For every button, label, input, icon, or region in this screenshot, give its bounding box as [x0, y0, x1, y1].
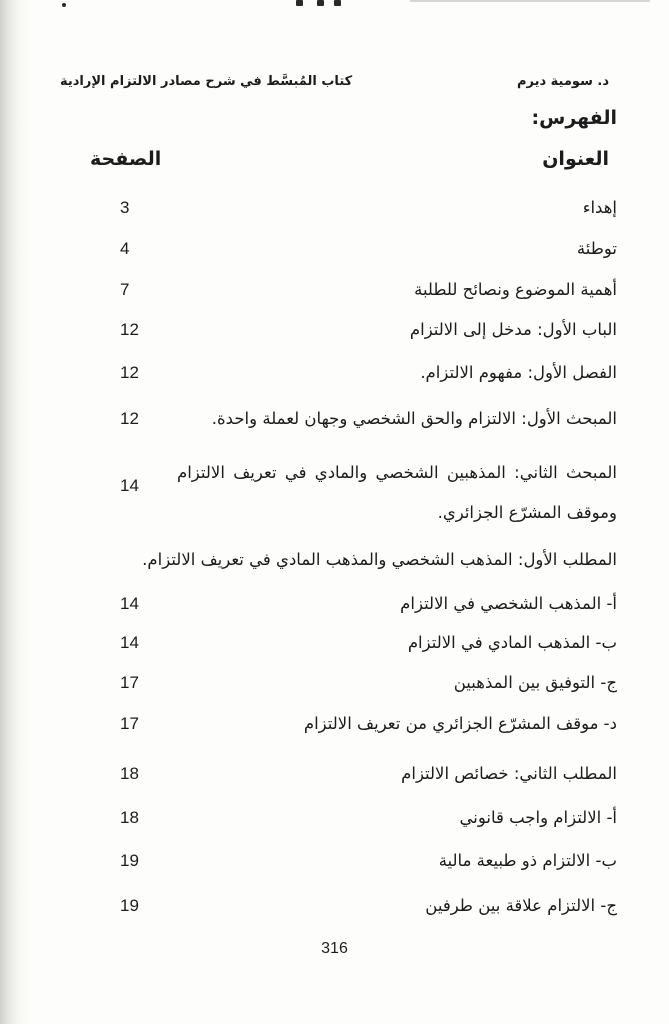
entry-title: ج- الالتزام علاقة بين طرفين [425, 896, 617, 915]
author-name: د. سومية ديرم [516, 73, 609, 89]
toc-heading: الفهرس: [531, 107, 617, 129]
entry-title: إهداء [582, 198, 617, 217]
entry-page: 18 [120, 764, 139, 783]
entry-page: 3 [120, 198, 130, 217]
ink-mark [317, 0, 324, 6]
column-title-header: العنوان [542, 148, 609, 170]
entry-title: د- موقف المشرّع الجزائري من تعريف الالتزام [303, 714, 617, 733]
entry-page: 12 [120, 363, 139, 382]
entry-title: الباب الأول: مدخل إلى الالتزام [409, 320, 617, 339]
entry-page: 14 [120, 594, 139, 613]
entry-page: 17 [120, 714, 139, 733]
entry-title: ب- المذهب المادي في الالتزام [407, 633, 617, 652]
entry-title: ج- التوفيق بين المذهبين [453, 673, 617, 692]
entry-title: ب- الالتزام ذو طبيعة مالية [438, 851, 617, 870]
entry-title: الفصل الأول: مفهوم الالتزام. [420, 363, 617, 382]
entry-title: المبحث الثاني: المذهبين الشخصي والمادي في تعريف الالتزام وموقف المشرّع الجزائري. [177, 463, 617, 522]
toc-column-headers [90, 148, 609, 178]
entry-page: 4 [120, 239, 130, 258]
entry-page: 14 [120, 476, 139, 495]
entry-page: 14 [120, 633, 139, 652]
column-page-header: الصفحة [90, 148, 162, 170]
entry-page: 19 [120, 851, 139, 870]
book-title: كتاب المُبسَّط في شرح مصادر الالتزام الإرادية [60, 73, 353, 89]
faint-rule [410, 0, 650, 2]
toc-entry[interactable] [90, 453, 617, 539]
entry-page: 19 [120, 896, 139, 915]
entry-title: أ- المذهب الشخصي في الالتزام [400, 594, 617, 613]
entry-page: 7 [120, 280, 130, 299]
entry-title: توطئة [576, 239, 617, 258]
entry-page: 12 [120, 320, 139, 339]
entry-title: أ- الالتزام واجب قانوني [459, 808, 617, 827]
ink-mark [334, 0, 341, 6]
previous-page-bleed [0, 0, 669, 12]
entry-page: 12 [120, 409, 139, 428]
page-number: 316 [321, 940, 348, 957]
entry-page: 18 [120, 808, 139, 827]
entry-title: المبحث الأول: الالتزام والحق الشخصي وجهان لعملة واحدة. [211, 409, 617, 428]
entry-page: 17 [120, 673, 139, 692]
ink-mark [296, 0, 303, 6]
running-head [60, 70, 609, 92]
entry-title: المطلب الأول: المذهب الشخصي والمذهب المادي في تعريف الالتزام. [142, 550, 617, 569]
ink-dot [62, 3, 66, 7]
entry-title: أهمية الموضوع ونصائح للطلبة [414, 280, 617, 299]
entry-title: المطلب الثاني: خصائص الالتزام [401, 764, 617, 783]
